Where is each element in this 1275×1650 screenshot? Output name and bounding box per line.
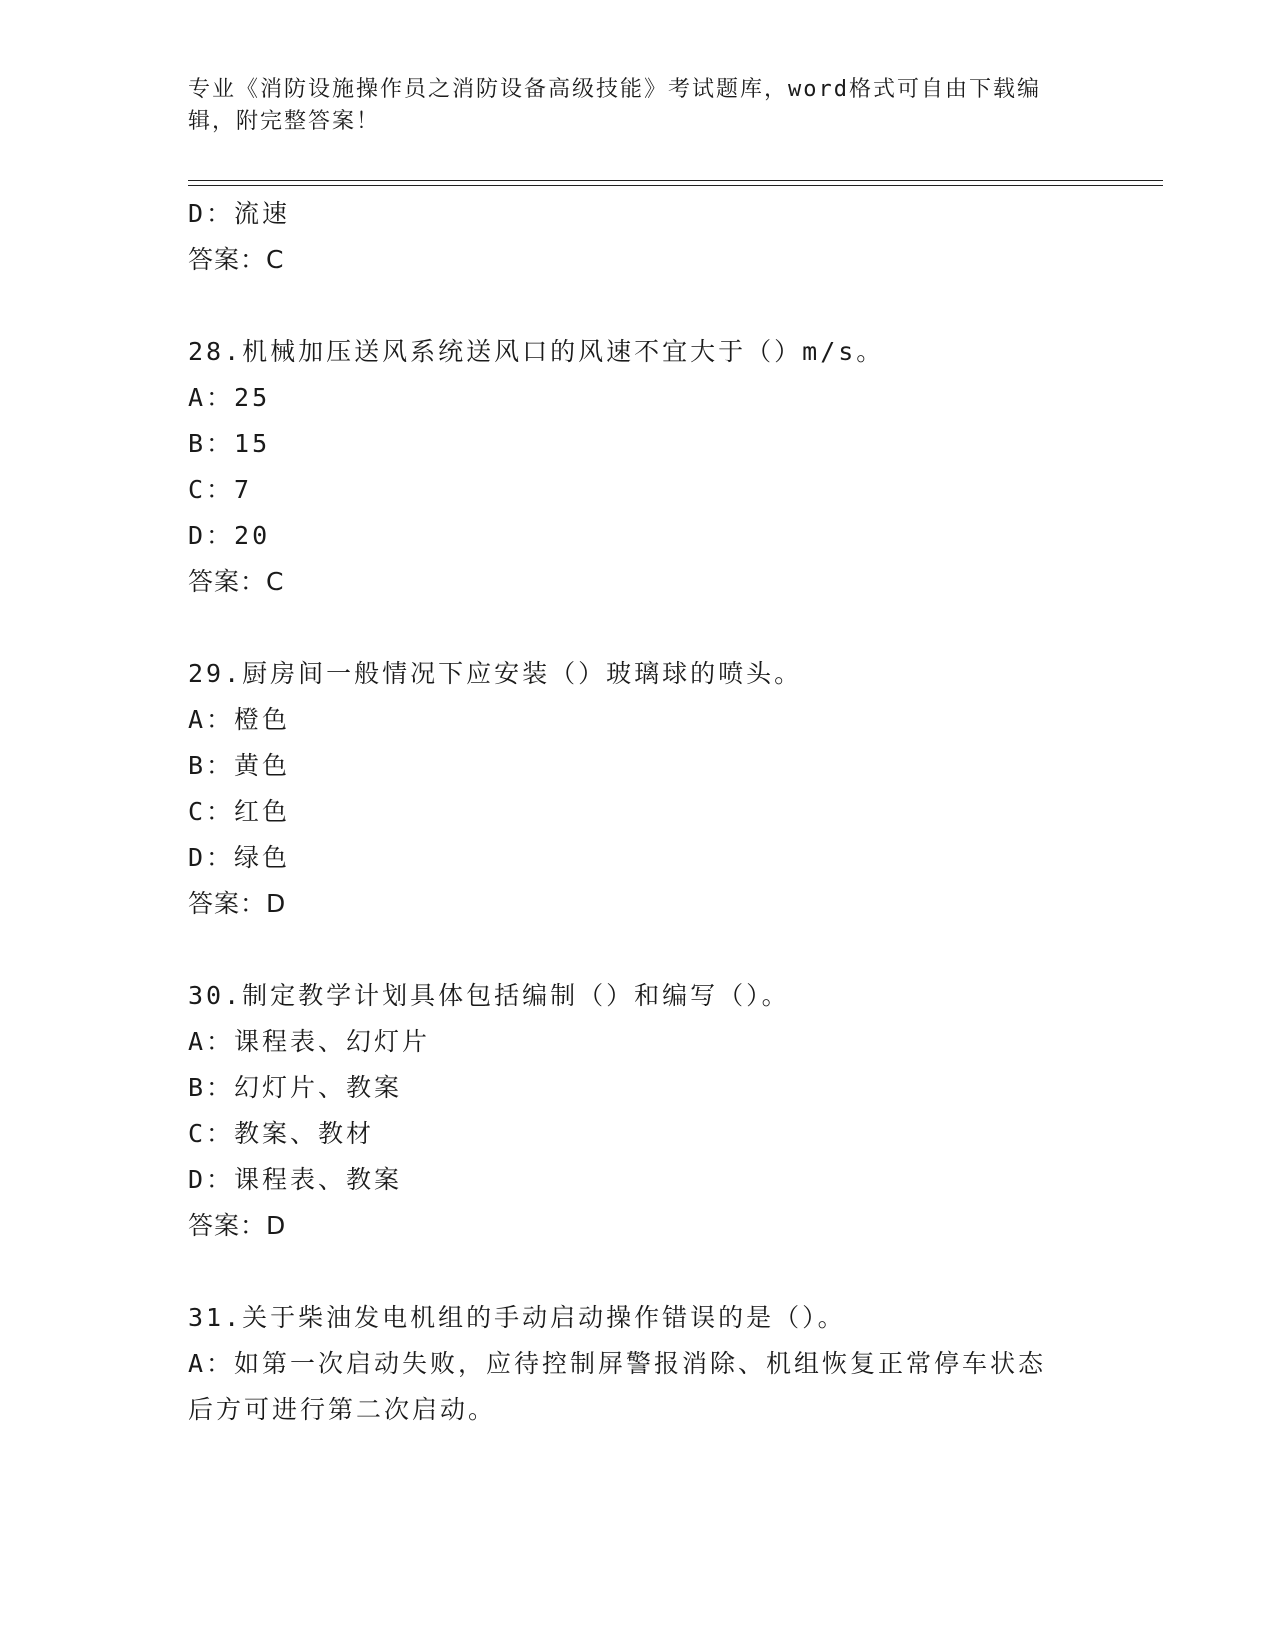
spacer — [188, 927, 1088, 973]
option-c: C：红色 — [188, 797, 291, 826]
answer-line: 答案：C — [188, 567, 285, 596]
option-c: C：7 — [188, 475, 253, 504]
question-content — [188, 191, 1088, 1433]
answer-line: 答案：D — [188, 1211, 287, 1240]
option-b: B：黄色 — [188, 751, 291, 780]
option-c: C：教案、教材 — [188, 1119, 375, 1148]
question-29 — [188, 651, 1088, 927]
header-divider-top — [188, 180, 1163, 181]
document-header — [188, 74, 1068, 138]
question-stem: 28.机械加压送风系统送风口的风速不宜大于（）m/s。 — [188, 337, 885, 366]
question-30 — [188, 973, 1088, 1249]
option-a: A：课程表、幻灯片 — [188, 1027, 431, 1056]
spacer — [188, 283, 1088, 329]
option-a: A：橙色 — [188, 705, 291, 734]
option-b: B：15 — [188, 429, 271, 458]
option-a: A：如第一次启动失败，应待控制屏警报消除、机组恢复正常停车状态后方可进行第二次启动。 — [188, 1349, 1047, 1424]
option-a: A：25 — [188, 383, 271, 412]
question-27-tail — [188, 191, 1088, 283]
question-stem: 31.关于柴油发电机组的手动启动操作错误的是（）。 — [188, 1303, 846, 1332]
spacer — [188, 605, 1088, 651]
question-31 — [188, 1295, 1088, 1433]
option-d: D：课程表、教案 — [188, 1165, 403, 1194]
question-stem: 29.厨房间一般情况下应安装（）玻璃球的喷头。 — [188, 659, 803, 688]
option-d: D：20 — [188, 521, 271, 550]
question-28 — [188, 329, 1088, 605]
option-b: B：幻灯片、教案 — [188, 1073, 403, 1102]
option-d: D：绿色 — [188, 843, 291, 872]
header-divider-bottom — [188, 185, 1163, 186]
header-line-1: 专业《消防设施操作员之消防设备高级技能》考试题库，word格式可自由下载编 — [188, 77, 1041, 102]
answer-line: 答案：D — [188, 889, 287, 918]
option-d: D：流速 — [188, 199, 291, 228]
answer-line: 答案：C — [188, 245, 285, 274]
question-stem: 30.制定教学计划具体包括编制（）和编写（）。 — [188, 981, 790, 1010]
spacer — [188, 1249, 1088, 1295]
header-line-2: 辑，附完整答案！ — [188, 109, 381, 134]
